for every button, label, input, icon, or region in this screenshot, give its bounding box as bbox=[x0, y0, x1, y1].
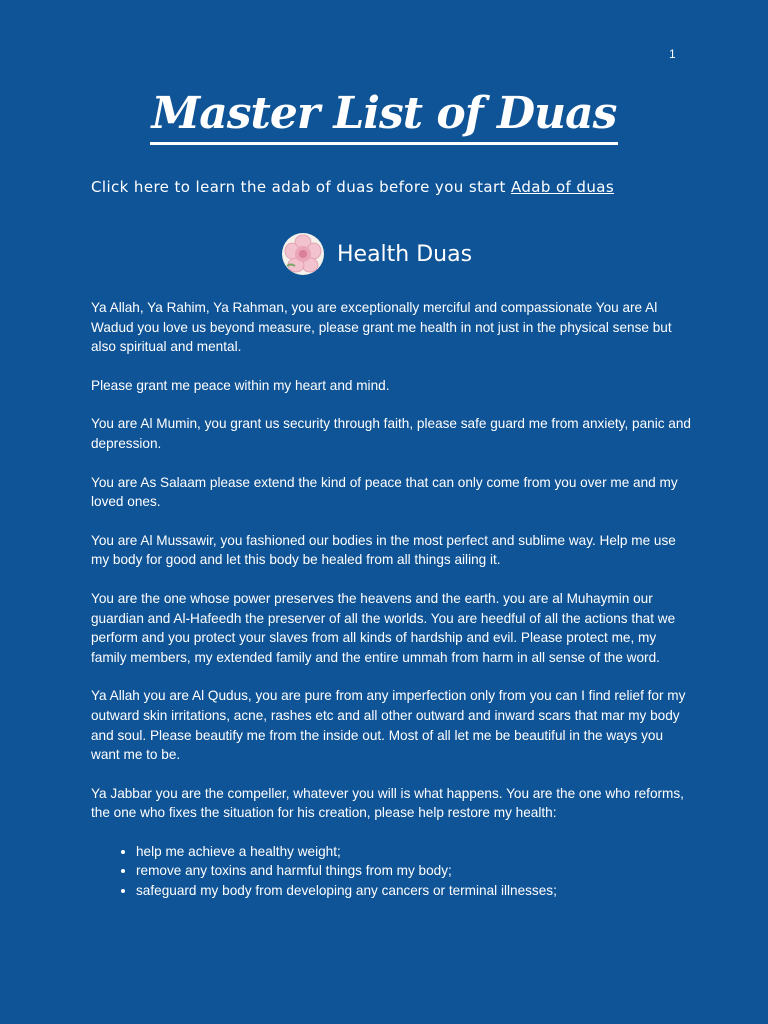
dua-paragraph: You are As Salaam please extend the kind of peace that can only come from you over me and my loved ones. bbox=[91, 474, 678, 510]
page-number: 1 bbox=[669, 47, 676, 61]
page-title bbox=[0, 88, 768, 145]
dua-paragraph: You are the one whose power preserves the heavens and the earth. you are al Muhaymin our guardian and Al-Hafeedh the preserver of all the worlds. You are heedful of all the actions that we perform and you protect your slaves from all kinds of hardship and evil. Please protect me, my family members, my extended family and the entire ummah from harm in all sense of the word. bbox=[91, 590, 676, 665]
dua-paragraph: Ya Allah you are Al Qudus, you are pure from any imperfection only from you can I find relief for my outward skin irritations, acne, rashes etc and all other outward and inward scars that mar my body and soul. Please beautify me from the inside out. Most of all let me be beautiful in the ways you want me to be. bbox=[91, 688, 686, 763]
adab-of-duas-link[interactable]: Adab of duas bbox=[510, 178, 615, 196]
dua-content bbox=[91, 298, 691, 901]
intro-text: Click here to learn the adab of duas before you start bbox=[91, 178, 511, 196]
dua-paragraph: You are Al Mumin, you grant us security through faith, please safe guard me from anxiety, panic and depression. bbox=[91, 416, 691, 451]
dua-paragraph: You are Al Mussawir, you fashioned our bodies in the most perfect and sublime way. Help me use my body for good and let this body be healed from all things ailing it. bbox=[91, 532, 676, 568]
intro-line bbox=[91, 178, 711, 196]
page-title-text: Master List of Duas bbox=[150, 88, 619, 145]
list-item: • remove any toxins and harmful things from my body; bbox=[136, 861, 691, 881]
list-item: • help me achieve a healthy weight; bbox=[136, 842, 691, 862]
dua-paragraph: Ya Jabbar you are the compeller, whatever you will is what happens. You are the one who reforms, the one who fixes the situation for his creation, please help restore my health: bbox=[91, 785, 684, 821]
dua-paragraph: Please grant me peace within my heart and mind. bbox=[91, 377, 390, 393]
section-heading bbox=[281, 232, 472, 276]
list-item: • safeguard my body from developing any cancers or terminal illnesses; bbox=[136, 881, 691, 901]
bullet-list bbox=[91, 842, 691, 901]
flower-icon bbox=[281, 232, 325, 276]
dua-paragraph: Ya Allah, Ya Rahim, Ya Rahman, you are exceptionally merciful and compassionate You are Al Wadud you love us beyond measure, please grant me health in not just in the physical sense but also spiritual and mental. bbox=[91, 300, 672, 355]
section-heading-text: Health Duas bbox=[337, 241, 473, 267]
